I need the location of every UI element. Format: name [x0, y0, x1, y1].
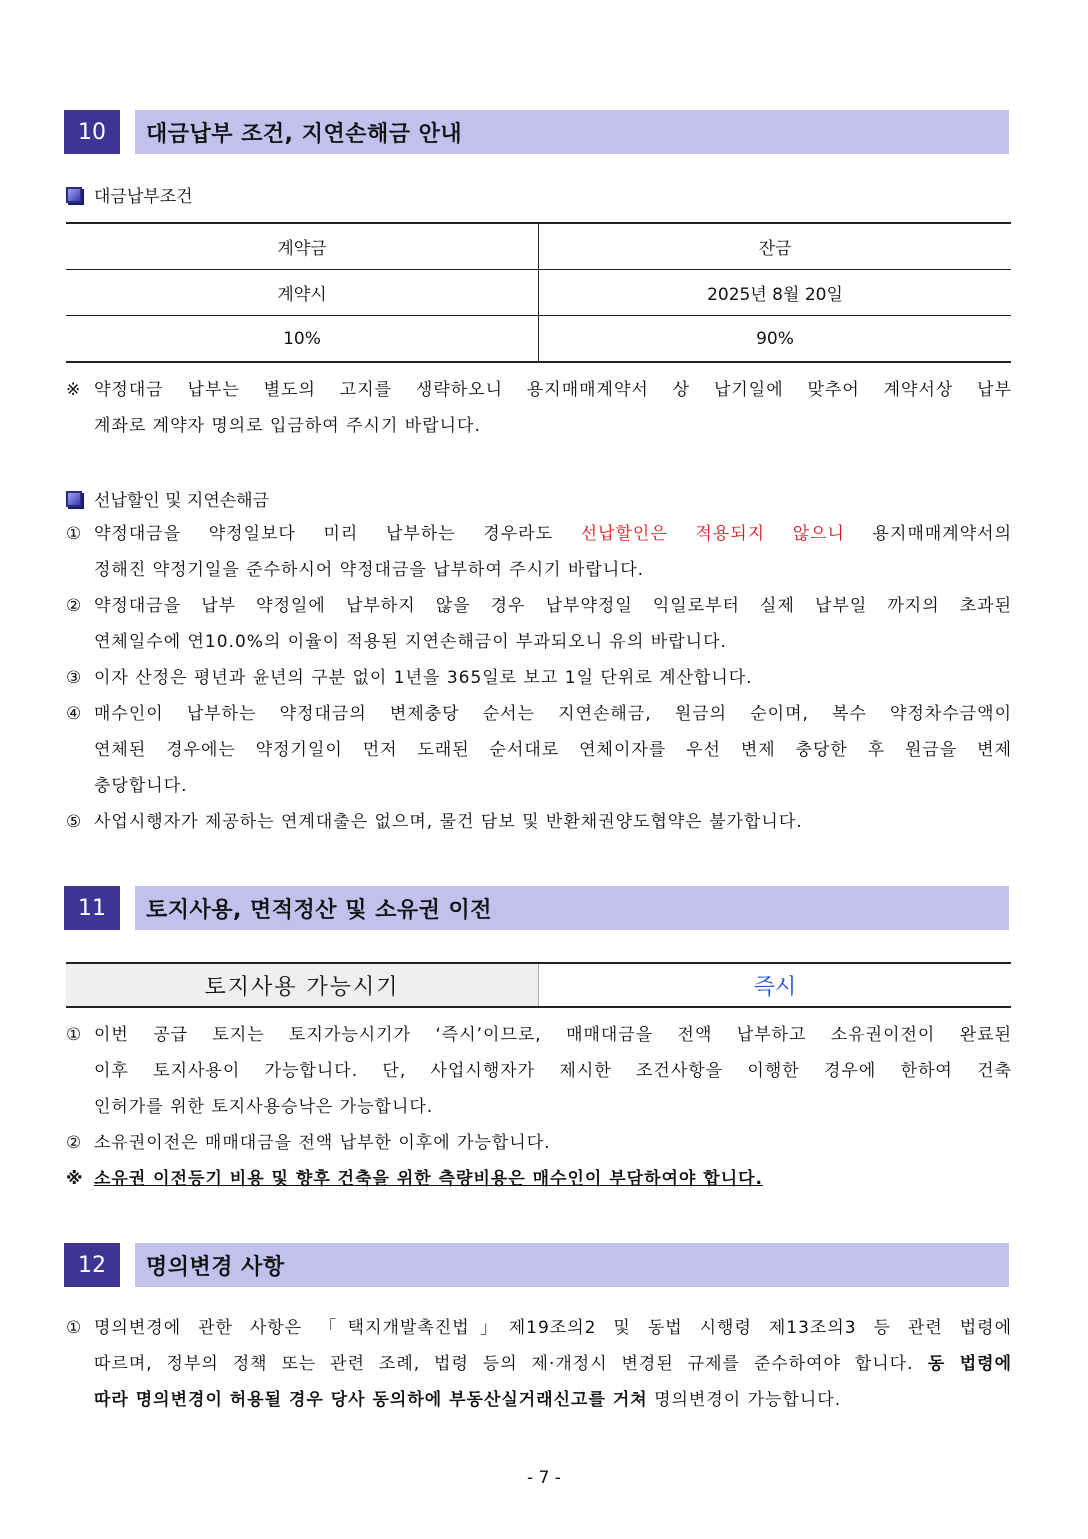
- section-title: 명의변경 사항: [135, 1243, 1009, 1287]
- section-12-header: [64, 1243, 1009, 1287]
- page-number: - 7 -: [527, 1468, 561, 1488]
- table-cell: 2025년 8월 20일: [539, 270, 1012, 316]
- square-bullet-icon: [66, 187, 82, 203]
- payment-conditions-heading: [66, 182, 193, 207]
- table-row: [66, 963, 1011, 1007]
- heading-text: 선납할인 및 지연손해금: [94, 491, 270, 511]
- square-bullet-icon: [66, 491, 82, 507]
- name-change-list: ① 명의변경에 관한 사항은 「택지개발촉진법」제19조의2 및 동법 시행령 제13조의3 등 관련 법령에 따르며, 정부의 정책 또는 관련 조례, 법령 등의 제·개정시 변경된 규제를 준수하여야 합니다. 동 법령에 따라 명의변경이 허용될 경우 당사 동의하에 부동산실거래신고를 거쳐 명의변경이 가능합니다.: [66, 1310, 1012, 1418]
- section-title: 대금납부 조건, 지연손해금 안내: [135, 110, 1009, 154]
- discount-penalty-list: ① 약정대금을 약정일보다 미리 납부하는 경우라도 선납할인은 적용되지 않으니 용지매매계약서의 정해진 약정기일을 준수하시어 약정대금을 납부하여 주시기 바랍니다. ② 약정대금을 납부 약정일에 납부하지 않을 경우 납부약정일 익일로부터 실제 납부일 까지의 초과된 연체일수에 연10.0%의 이율이 적용된 지연손해금이 부과되오니 유의 바랍니다. ③ 이자 산정은 평년과 윤년의 구분 없이 1년을 365일로 보고 1일 단위로 계산합니다. ④ 매수인이 납부하는 약정대금의 변제충당 순서는 지연손해금, 원금의 순이며, 복수 약정차수금액이 연체된 경우에는 약정기일이 먼저 도래된 순서대로 연체이자를 우선 변제 충당한 후 원금을 변제 충당합니다. ⑤ 사업시행자가 제공하는 연계대출은 없으며, 물건 담보 및 반환채권양도협약은 불가합니다.: [66, 516, 1012, 840]
- section-number: 12: [64, 1243, 120, 1287]
- ownership-notice: ※ 소유권 이전등기 비용 및 향후 건축을 위한 측량비용은 매수인이 부담하여야 합니다.: [66, 1169, 763, 1189]
- table-header-cell: 계약금: [66, 223, 539, 270]
- section-title: 토지사용, 면적정산 및 소유권 이전: [135, 886, 1009, 930]
- note-line: 계좌로 계약자 명의로 입금하여 주시기 바랍니다.: [94, 416, 481, 436]
- table-cell: 10%: [66, 316, 539, 363]
- list-item: ④ 매수인이 납부하는 약정대금의 변제충당 순서는 지연손해금, 원금의 순이며, 복수 약정차수금액이: [66, 704, 1012, 724]
- list-item: ⑤ 사업시행자가 제공하는 연계대출은 없으며, 물건 담보 및 반환채권양도협약은 불가합니다.: [66, 812, 803, 832]
- table-header-cell: 잔금: [539, 223, 1012, 270]
- list-item: ② 약정대금을 납부 약정일에 납부하지 않을 경우 납부약정일 익일로부터 실제 납부일 까지의 초과된: [66, 596, 1012, 616]
- payment-table: [66, 222, 1011, 363]
- table-row: [66, 270, 1011, 316]
- prepayment-warning: 선납할인은 적용되지 않으니: [580, 524, 845, 544]
- note-line: 약정대금 납부는 별도의 고지를 생략하오니 용지매매계약서 상 납기일에 맞추어 계약서상 납부: [94, 380, 1012, 400]
- section-number: 11: [64, 886, 120, 930]
- list-item: ① 명의변경에 관한 사항은 「택지개발촉진법」제19조의2 및 동법 시행령 제13조의3 등 관련 법령에: [66, 1318, 1012, 1338]
- table-row: [66, 223, 1011, 270]
- land-use-table: [66, 962, 1011, 1008]
- table-row: [66, 316, 1011, 363]
- discount-penalty-heading: [66, 486, 269, 511]
- land-use-label: 토지사용 가능시기: [66, 963, 539, 1007]
- heading-text: 대금납부조건: [94, 187, 193, 207]
- list-item: ③ 이자 산정은 평년과 윤년의 구분 없이 1년을 365일로 보고 1일 단위로 계산합니다.: [66, 668, 753, 688]
- section-number: 10: [64, 110, 120, 154]
- land-use-list: ① 이번 공급 토지는 토지가능시기가 ‘즉시’이므로, 매매대금을 전액 납부하고 소유권이전이 완료된 이후 토지사용이 가능합니다. 단, 사업시행자가 제시한 조건사항을 이행한 경우에 한하여 건축 인허가를 위한 토지사용승낙은 가능합니다. ② 소유권이전은 매매대금을 전액 납부한 이후에 가능합니다. ※ 소유권 이전등기 비용 및 향후 건축을 위한 측량비용은 매수인이 부담하여야 합니다.: [66, 1017, 1012, 1197]
- list-item: ① 이번 공급 토지는 토지가능시기가 ‘즉시’이므로, 매매대금을 전액 납부하고 소유권이전이 완료된: [66, 1025, 1012, 1045]
- land-use-value: 즉시: [539, 963, 1012, 1007]
- payment-note: [66, 372, 1012, 444]
- section-11-header: [64, 886, 1009, 930]
- list-item: ② 소유권이전은 매매대금을 전액 납부한 이후에 가능합니다.: [66, 1133, 551, 1153]
- list-item: ① 약정대금을 약정일보다 미리 납부하는 경우라도 선납할인은 적용되지 않으니 용지매매계약서의: [66, 524, 1012, 544]
- section-10-header: [64, 110, 1009, 154]
- table-cell: 계약시: [66, 270, 539, 316]
- note-mark: ※: [66, 380, 81, 400]
- table-cell: 90%: [539, 316, 1012, 363]
